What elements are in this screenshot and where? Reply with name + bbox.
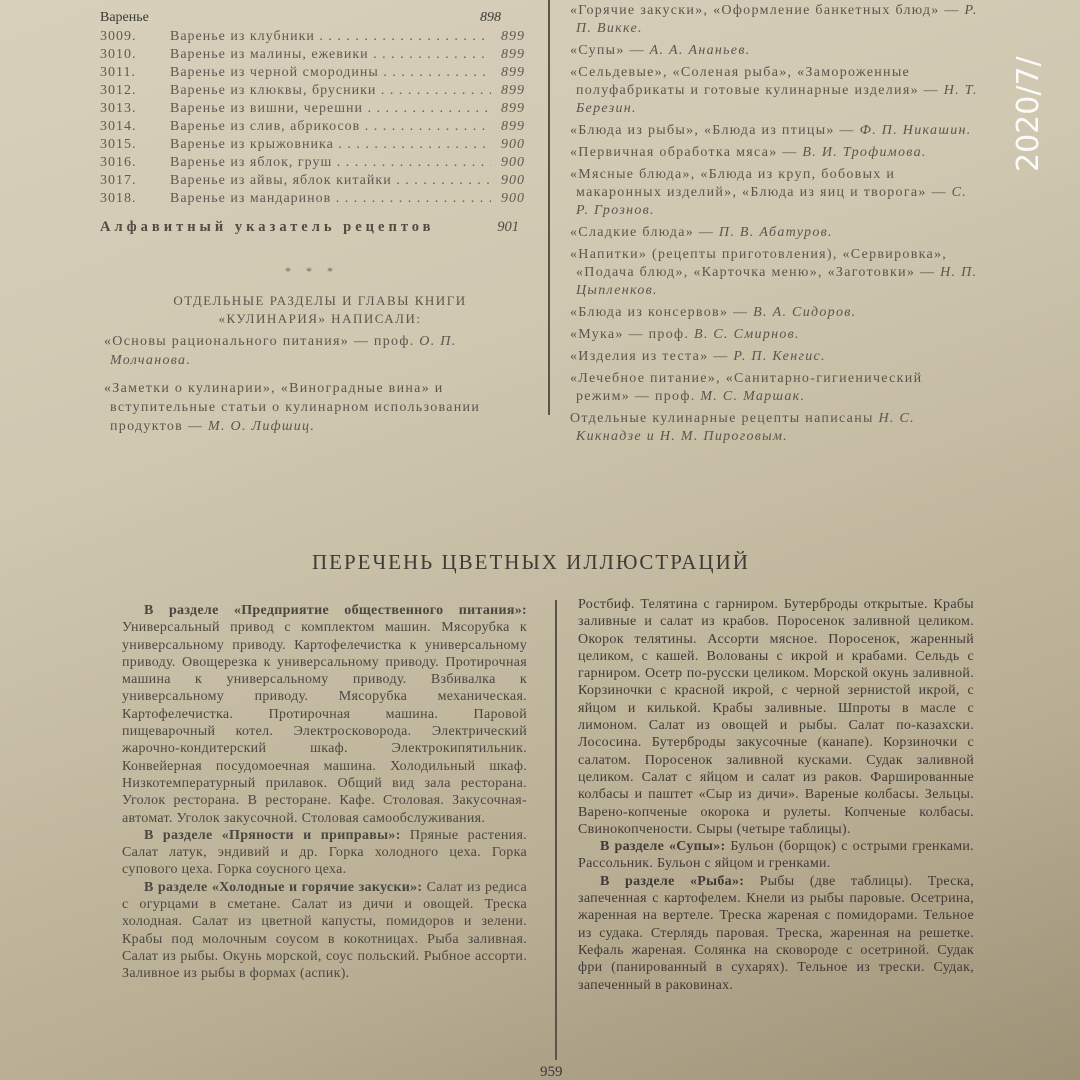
toc-item-title: Варенье из мандаринов . . .: [170, 190, 491, 208]
toc-item: [100, 118, 525, 136]
credit-sections: «Супы» —: [570, 43, 650, 58]
photo-timestamp-text: 2020/7/: [1011, 56, 1046, 172]
toc-item: [100, 46, 525, 64]
illustration-paragraph: [122, 602, 527, 827]
author-credit: [570, 410, 980, 446]
toc-item-number: 3013.: [100, 101, 137, 116]
toc-item-title: Варенье из крыжовника . . .: [170, 136, 491, 154]
toc-item-page: 900: [501, 173, 525, 188]
author-credit: [570, 348, 980, 366]
illustration-list-text: Универсальный привод с комплектом машин. Мясорубка к универсальному приводу. Картофелечистка к универсальному приводу. Овощерезка к универсальному приводу. Протирочная машина к универсальному приводу. Взбивалка к универсальному приводу. Мясорубка механическая. Картофелечистка. Протирочная машина. Паровой пищеварочный котел. Электросковорода. Электрический жарочно-кондитерский шкаф. Электрокипятильник. Конвейерная посудомоечная машина. Холодильный шкаф. Низкотемпературный прилавок. Общий вид зала ресторана. Уголок ресторана. В ресторане. Кафе. Столовая. Закусочная-автомат. Уголок закусочной. Столовая самообслуживания.: [122, 620, 527, 826]
alphabetical-index-label: Алфавитный указатель рецептов: [100, 219, 435, 235]
author-credit: [570, 246, 980, 300]
author-credit: [570, 2, 980, 38]
illustrations-column-left: [122, 602, 527, 983]
author-credit: [570, 224, 980, 242]
toc-item: [100, 172, 525, 190]
toc-item-title: Варенье из айвы, яблок китайки . . .: [170, 172, 491, 190]
toc-item-title: Варенье из клубники . . .: [170, 28, 491, 46]
credit-sections: «Изделия из теста» —: [570, 349, 734, 364]
illustration-list-text: Салат из редиса с огурцами в сметане. Салат из дичи и овощей. Треска холодная. Салат из цветной капусты, помидоров и зелени. Крабы под молочным соусом в кокотницах. Рыба заливная. Салат из рыбы. Окунь морской, соус польский. Рыбное ассорти. Заливное из рыбы в формах (аспик).: [122, 879, 528, 982]
author-credit: [570, 166, 980, 220]
illustration-paragraph: [578, 838, 974, 873]
credit-author: Р. П. Кенгис.: [733, 349, 826, 364]
author-credit: [104, 332, 529, 370]
toc-item-page: 900: [501, 137, 525, 152]
credit-sections: «Сладкие блюда» —: [570, 225, 719, 240]
toc-item-number: 3014.: [100, 119, 137, 134]
credit-author: Н. П. Цыпленков.: [576, 265, 978, 298]
toc-item-page: 900: [501, 155, 525, 170]
toc-item-number: 3017.: [100, 173, 137, 188]
authors-heading: ОТДЕЛЬНЫЕ РАЗДЕЛЫ И ГЛАВЫ КНИГИ «КУЛИНАРИЯ» НАПИСАЛИ:: [173, 293, 467, 326]
toc-item-number: 3018.: [100, 191, 137, 206]
alphabetical-index-page: 901: [497, 219, 519, 235]
credit-sections: «Лечебное питание», «Санитарно-гигиенический режим» — проф.: [570, 371, 923, 404]
illustration-list-text: Пряные растения. Салат латук, эндивий и др. Горка холодного цеха. Горка супового цеха. Горка соусного цеха.: [122, 827, 527, 878]
toc-item-page: 899: [501, 119, 525, 134]
toc-item-title: Варенье из малины, ежевики . . .: [170, 46, 491, 64]
toc-section-heading: [100, 10, 501, 26]
toc-item: [100, 28, 525, 46]
illustration-list-text: Рыбы (две таблицы). Треска, запеченная с картофелем. Кнели из рыбы паровые. Осетрина, жаренная на вертеле. Треска жареная с помидорами. Тельное из судака. Стерлядь паровая. Треска, жаренная на решетке. Кефаль жареная. Солянка на сковороде с осетриной. Судак фри (панированный в сухарях). Тельное из трески. Судак, запеченный в раковинах.: [578, 873, 974, 993]
section-separator-stars: * * *: [285, 264, 339, 278]
credit-sections: «Горячие закуски», «Оформление банкетных блюд» —: [570, 3, 965, 18]
toc-heading-label: Варенье: [100, 10, 149, 25]
author-credit: [570, 304, 980, 322]
toc-item: [100, 100, 525, 118]
credit-sections: «Первичная обработка мяса» —: [570, 145, 803, 160]
toc-item-title: Варенье из клюквы, брусники . . .: [170, 82, 491, 100]
credit-sections: «Сельдевые», «Соленая рыба», «Замороженные полуфабрикаты и готовые кулинарные изделия» —: [570, 65, 944, 98]
credit-author: Р. П. Викке.: [576, 3, 978, 36]
author-credit: [570, 42, 980, 60]
toc-item-number: 3009.: [100, 29, 137, 44]
toc-item: [100, 82, 525, 100]
column-divider-bottom: [555, 600, 557, 1060]
credit-author: П. В. Абатуров.: [718, 225, 833, 240]
credit-sections: Отдельные кулинарные рецепты написаны: [570, 411, 879, 426]
illustrations-title: ПЕРЕЧЕНЬ ЦВЕТНЫХ ИЛЛЮСТРАЦИЙ: [312, 550, 750, 574]
toc-item-title: Варенье из черной смородины . . .: [170, 64, 491, 82]
toc-item-page: 899: [501, 83, 525, 98]
toc-item-page: 899: [501, 65, 525, 80]
illustration-paragraph: [122, 827, 527, 879]
illustration-section-lead: В разделе «Холодные и горячие закуски»:: [144, 879, 423, 895]
toc-item-page: 899: [501, 101, 525, 116]
toc-item-number: 3011.: [100, 65, 136, 80]
credit-author: О. П. Молчанова.: [110, 334, 457, 368]
toc-heading-page: 898: [480, 10, 501, 25]
author-credit: [570, 326, 980, 344]
credit-sections: «Мясные блюда», «Блюда из круп, бобовых и макаронных изделий», «Блюда из яиц и творога» —: [570, 167, 952, 200]
toc-item-page: 899: [501, 47, 525, 62]
credit-author: М. О. Лифшиц.: [207, 419, 316, 434]
toc-item-page: 899: [501, 29, 525, 44]
credit-author: В. И. Трофимова.: [802, 145, 927, 160]
credit-author: М. С. Маршак.: [700, 389, 806, 404]
toc-item: [100, 64, 525, 82]
authors-credits-left: [104, 332, 529, 445]
credit-author: Н. С. Кикнадзе и Н. М. Пироговым.: [576, 411, 915, 444]
illustration-section-lead: В разделе «Рыба»:: [600, 873, 745, 889]
author-credit: [570, 64, 980, 118]
illustration-list-text: Бульон (борщок) с острыми гренками. Рассольник. Бульон с яйцом и гренками.: [578, 839, 974, 872]
credit-sections: «Напитки» (рецепты приготовления), «Сервировка», «Подача блюд», «Карточка меню», «Заготовки» —: [570, 247, 948, 280]
toc-item-page: 900: [501, 191, 525, 206]
authors-credits-right: [570, 2, 980, 450]
author-credit: [104, 379, 529, 436]
photo-timestamp: [1005, 12, 1045, 172]
toc-item-number: 3016.: [100, 155, 137, 170]
illustration-section-lead: В разделе «Пряности и приправы»:: [144, 827, 401, 843]
toc-item-title: Варенье из слив, абрикосов . . .: [170, 118, 491, 136]
illustration-section-lead: В разделе «Супы»:: [600, 839, 726, 855]
illustration-paragraph: [122, 879, 527, 983]
toc-item-number: 3012.: [100, 83, 137, 98]
illustration-paragraph: [578, 873, 974, 994]
credit-sections: «Основы рационального питания» — проф.: [104, 334, 420, 349]
credit-author: А. А. Ананьев.: [649, 43, 751, 58]
credit-author: Ф. П. Никашин.: [859, 123, 972, 138]
column-divider-top: [548, 0, 550, 415]
author-credit: [570, 144, 980, 162]
illustrations-column-right: [578, 596, 974, 994]
illustration-section-lead: В разделе «Предприятие общественного питания»:: [144, 603, 527, 618]
illustration-list-text: Ростбиф. Телятина с гарниром. Бутерброды открытые. Крабы заливные и салат из крабов. Поросенок заливной целиком. Окорок телятины. Ассорти мясное. Поросенок, жаренный целиком, с кашей. Волованы с икрой и крабами. Сельдь с гарниром. Осетр по-русски целиком. Морской окунь заливной. Корзиночки с красной икрой, с черной зернистой икрой, с яйцом и килькой. Крабы заливные. Шпроты в масле с лимоном. Салат из овощей и рыбы. Салат по-казахски. Лососина. Бутерброды закусочные (канапе). Корзиночки с салатом. Поросенок заливной кусками. Судак заливной целиком. Салат с яйцом и салат из раков. Фаршированные колбасы и паштет «Сыр из дичи». Вареные колбасы. Зельцы. Варено-копченые окорока и рулеты. Копченые колбасы. Свинокопчености. Сыры (четыре таблицы).: [578, 597, 974, 837]
author-credit: [570, 370, 980, 406]
credit-author: С. Р. Грознов.: [576, 185, 968, 218]
credit-sections: «Блюда из рыбы», «Блюда из птицы» —: [570, 123, 860, 138]
illustration-paragraph: [578, 596, 974, 838]
toc-item-number: 3015.: [100, 137, 137, 152]
credit-author: В. С. Смирнов.: [693, 327, 800, 342]
toc-item-title: Варенье из яблок, груш . . .: [170, 154, 491, 172]
credit-author: В. А. Сидоров.: [753, 305, 857, 320]
alphabetical-index-entry: [100, 218, 525, 237]
author-credit: [570, 122, 980, 140]
toc-list: [100, 28, 525, 208]
toc-item-title: Варенье из вишни, черешни . . .: [170, 100, 491, 118]
toc-item-number: 3010.: [100, 47, 137, 62]
toc-item: [100, 136, 525, 154]
toc-item: [100, 154, 525, 172]
page-number: 959: [540, 1064, 563, 1080]
credit-sections: «Мука» — проф.: [570, 327, 694, 342]
toc-item: [100, 190, 525, 208]
credit-author: Н. Т. Березин.: [576, 83, 978, 116]
credit-sections: «Заметки о кулинарии», «Виноградные вина» и вступительные статьи о кулинарном использовании продуктов —: [104, 381, 481, 434]
credit-sections: «Блюда из консервов» —: [570, 305, 754, 320]
